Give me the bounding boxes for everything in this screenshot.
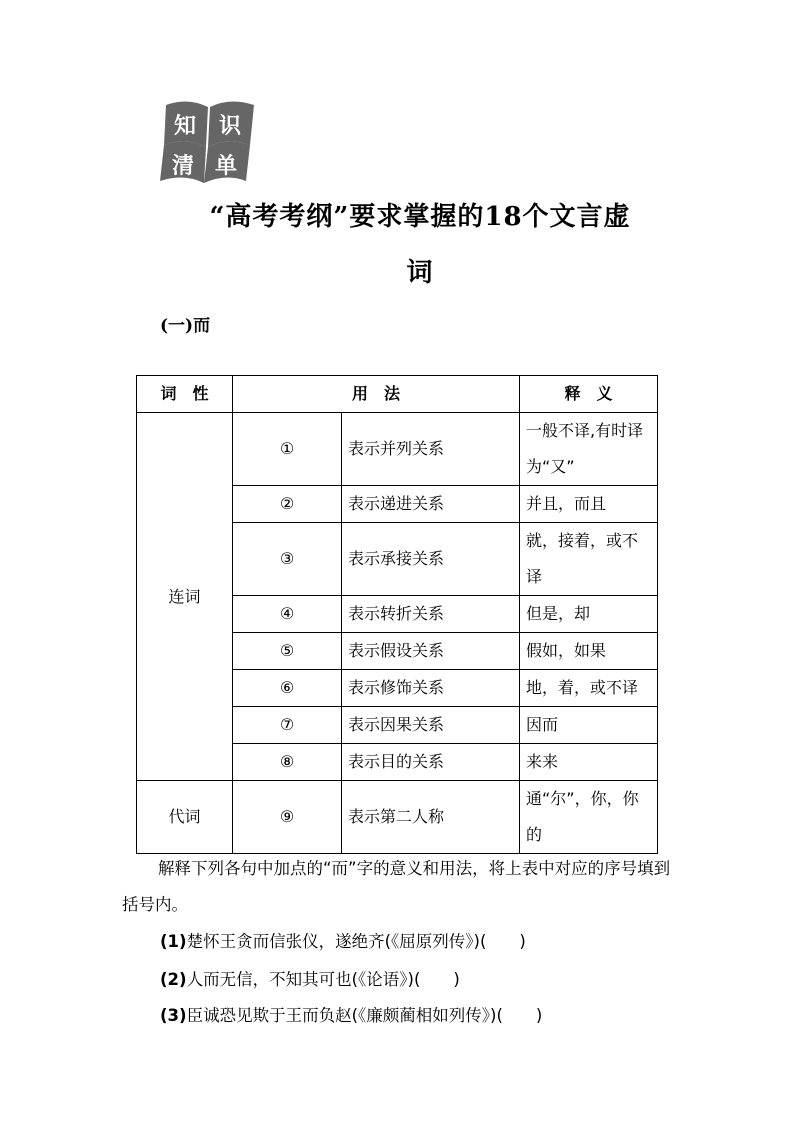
row-number: ⑦	[233, 707, 342, 744]
section-heading: (一)而	[160, 316, 211, 336]
usage-cell: 表示转折关系	[342, 596, 520, 633]
usage-cell: 表示并列关系	[342, 413, 520, 486]
header-part-of-speech: 词 性	[137, 376, 233, 413]
meaning-cell: 假如，如果	[520, 633, 658, 670]
usage-cell: 表示因果关系	[342, 707, 520, 744]
knowledge-list-badge	[158, 97, 258, 183]
row-number: ②	[233, 486, 342, 523]
exercise-item-3	[160, 1002, 542, 1026]
instruction-paragraph: 解释下列各句中加点的“而”字的意义和用法，将上表中对应的序号填到括号内。	[122, 859, 671, 914]
row-number: ⑧	[233, 744, 342, 781]
row-number: ⑤	[233, 633, 342, 670]
meaning-cell: 并且，而且	[520, 486, 658, 523]
badge-char-3: 清	[171, 154, 195, 179]
usage-cell: 表示第二人称	[342, 781, 520, 854]
pos-pronoun: 代词	[137, 781, 233, 854]
exercise-number: (2)	[160, 970, 187, 989]
row-number: ⑨	[233, 781, 342, 854]
row-number: ④	[233, 596, 342, 633]
meaning-cell: 因而	[520, 707, 658, 744]
exercise-number: (1)	[160, 932, 187, 951]
usage-table	[136, 375, 658, 854]
meaning-cell: 通“尔”，你，你的	[520, 781, 658, 854]
row-number: ⑥	[233, 670, 342, 707]
meaning-cell: 就，接着，或不译	[520, 523, 658, 596]
table-header-row	[137, 376, 658, 413]
exercise-item-1	[160, 928, 526, 952]
meaning-cell: 但是，却	[520, 596, 658, 633]
row-number: ③	[233, 523, 342, 596]
exercise-item-2	[160, 966, 460, 990]
exercise-number: (3)	[160, 1006, 187, 1025]
meaning-cell: 一般不译,有时译为“又”	[520, 413, 658, 486]
usage-cell: 表示承接关系	[342, 523, 520, 596]
usage-cell: 表示递进关系	[342, 486, 520, 523]
row-number: ①	[233, 413, 342, 486]
exercise-text: 楚怀王贪而信张仪，遂绝齐(《屈原列传》)( )	[186, 932, 526, 951]
meaning-cell: 来来	[520, 744, 658, 781]
header-meaning: 释 义	[520, 376, 658, 413]
usage-cell: 表示假设关系	[342, 633, 520, 670]
header-usage: 用 法	[233, 376, 520, 413]
pos-conjunction: 连词	[137, 413, 233, 781]
table-row	[137, 413, 658, 486]
badge-char-1: 知	[173, 114, 197, 139]
badge-char-2: 识	[218, 114, 242, 139]
usage-cell: 表示修饰关系	[342, 670, 520, 707]
exercise-text: 臣诚恐见欺于王而负赵(《廉颇蔺相如列传》)( )	[186, 1006, 543, 1025]
table-row	[137, 781, 658, 854]
exercise-text: 人而无信，不知其可也(《论语》)( )	[186, 970, 460, 989]
page-title-line-2: 词	[406, 258, 434, 288]
badge-char-4: 单	[214, 154, 238, 179]
usage-cell: 表示目的关系	[342, 744, 520, 781]
page-title-line-1: “高考考纲”要求掌握的18个文言虚	[209, 202, 631, 232]
meaning-cell: 地，着，或不译	[520, 670, 658, 707]
